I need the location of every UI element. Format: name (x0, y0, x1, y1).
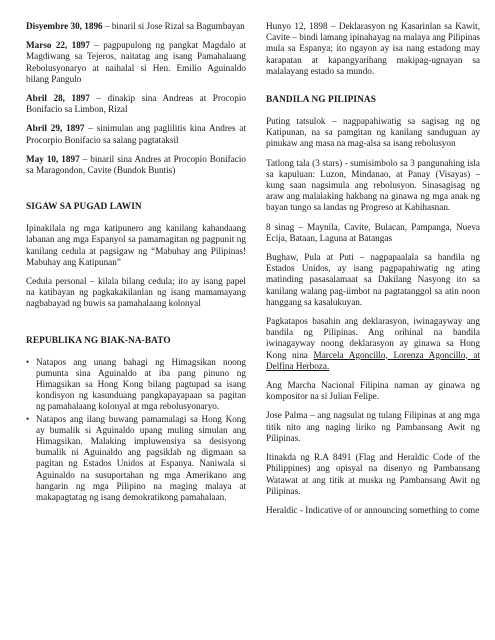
entry-date: May 10, 1897 (26, 153, 80, 164)
timeline-entry (26, 123, 246, 145)
right-column (266, 21, 480, 640)
republika-bullet-list (26, 357, 246, 504)
marcha-paragraph: Ang Marcha Nacional Filipina naman ay ginawa ng kompositor na si Julian Felipe. (266, 380, 480, 402)
ra8491-paragraph: Itinakda ng R.A 8491 (Flag and Heraldic Code of the Philippines) ang opisyal na disenyo ng Pambansang Watawat at ang titik at muska ng Pambansang Awit ng Pilipinas. (266, 452, 480, 496)
entry-date: Abril 29, 1897 (26, 123, 85, 134)
timeline-entry (26, 154, 246, 176)
kulay-paragraph: Bughaw, Pula at Puti – nagpapaalala sa bandila ng Estados Unidos, ay isang pagpapahiwatig ng ating matinding pasasalamaat sa Dakilang Nasyong ito sa kanilang walang pag-iimbot na pagtatanggol sa atin noon hanggang sa kasalukuyan. (266, 252, 480, 307)
origin-text: Pagkatapos basahin ang deklarasyon, iwinagayway ang bandila ng Pilipinas. Ang orihinal na bandila iwinagayway noong deklarasyon ay ginawa sa Hong Kong nina (266, 316, 480, 360)
walong-sinag-paragraph: 8 sinag – Maynila, Cavite, Bulacan, Pampanga, Nueva Ecija, Bataan, Laguna at Batangas (266, 221, 480, 243)
section-heading-republika: REPUBLIKA NG BIAK-NA-BATO (26, 335, 171, 346)
entry-text: – dinakip sina Andreas at Procopio Bonifacio sa Limbon, Rizal (26, 93, 246, 115)
timeline-entry (26, 93, 246, 115)
palma-paragraph: Jose Palma – ang nagsulat ng tulang Filipinas at ang mga titik nito ang naging liriko ng Pambansang Awit ng Pilipinas. (266, 410, 480, 443)
section-heading-bandila: BANDILA NG PILIPINAS (266, 95, 376, 106)
tatsulok-paragraph: Puting tatsulok – nagpapahiwatig sa sagisag ng ng Katipunan, na sa pamgitan ng kanilang sanduguan ay pinukaw ang masa na mag-alsa sa isang rebolusyon (266, 116, 480, 149)
makers-names: Marcela Agoncillo, Lorenza Agoncillo, at Delfina Herboza. (266, 349, 480, 371)
bullet-item: • Natapos ang ilang buwang pamamalagi sa Hong Kong ay bumalik si Aguinaldo upang muling simulan ang Himagsikan. Malaking impluwensiya sa desisyong bumalik ni Aguinaldo ang pagsiklab ng digmaan sa pagitan ng Estados Unidos at Espanya. Naniwala si Aguinaldo na susuportahan ng mga Amerikano ang hangarin ng mga Pilipino na maging malaya at makapagtatag ng isang demokratikong pamahalaan. (26, 414, 246, 504)
left-column (26, 21, 246, 640)
entry-text: – pagpupulong ng pangkat Magdalo at Magdiwang sa Tejeros, naitatag ang isang Pamahalaang Rebolusyonaryo at naihalal si Hen. Emilio Aguinaldo bilang Pangulo (26, 40, 246, 84)
entry-date: Abril 28, 1897 (26, 93, 90, 104)
timeline-entry (26, 21, 246, 32)
bandila-origin-paragraph (266, 316, 480, 372)
bullet-item: • Natapos ang unang bahagi ng Himagsikan noong pumunta sina Aguinaldo at iba pang pinuno ng Himagsikan sa Hong Kong bilang pagtupad sa isang kondisyon ng kasunduang pangkapayapaan sa pagitan ng pamahalaang kolonyal at mga rebolusyonaryo. (26, 357, 246, 413)
entry-date: Disyembre 30, 1896 (26, 21, 103, 31)
tatlong-tala-paragraph: Tatlong tala (3 stars) - sumisimbolo sa 3 pangunahing isla sa kapuluan: Luzon, Mindanao, at Panay (Visayas) – kung saan nagsimula ang rebolusyon. Sinasagisag ng araw ang malalaking hakbang na ginawa ng mga anak ng bayan tungo sa landas ng Progreso at Kabihasnan. (266, 157, 480, 213)
cedula-paragraph: Cedula personal – kilala bilang cedula; ito ay isang papel na katibayan ng pagkakakilanlan ng isang mamamayang nagbabayad ng buwis sa pamahalaang kolonyal (26, 276, 246, 309)
entry-text: – binaril si Jose Rizal sa Bagumbayan (102, 21, 245, 31)
heraldic-paragraph: Heraldic - Indicative of or announcing something to come (266, 504, 480, 515)
entry-date: Marso 22, 1897 (26, 40, 90, 51)
entry-text: – sinimulan ang paglilitis kina Andres at Procorpio Bonifacio sa salang pagtataksil (26, 123, 246, 145)
sigaw-paragraph: Ipinakilala ng mga katipunero ang kanilang kahandaang labanan ang mga Espanyol sa pamamagitan ng pagpunit ng kanilang cedula at pagsigaw ng “Mabuhay ang Pilipinas! Mabuhay ang Katipunan” (26, 223, 246, 267)
hunyo-paragraph: Hunyo 12, 1898 – Deklarasyon ng Kasarinlan sa Kawit, Cavite – bindi lamang ipinahayag na malaya ang Pilipinas mula sa Espanya; ito ngayon ay isa nang estadong may karapatan at kapangyarihang makipag-ugnayan sa malalayang estado sa mundo. (266, 21, 480, 76)
section-heading-sigaw: SIGAW SA PUGAD LAWIN (26, 202, 142, 213)
entry-text: – binaril sina Andres at Procopio Bonifacio sa Maragondon, Cavite (Bundok Buntis) (26, 153, 246, 176)
timeline-entry (26, 40, 246, 85)
